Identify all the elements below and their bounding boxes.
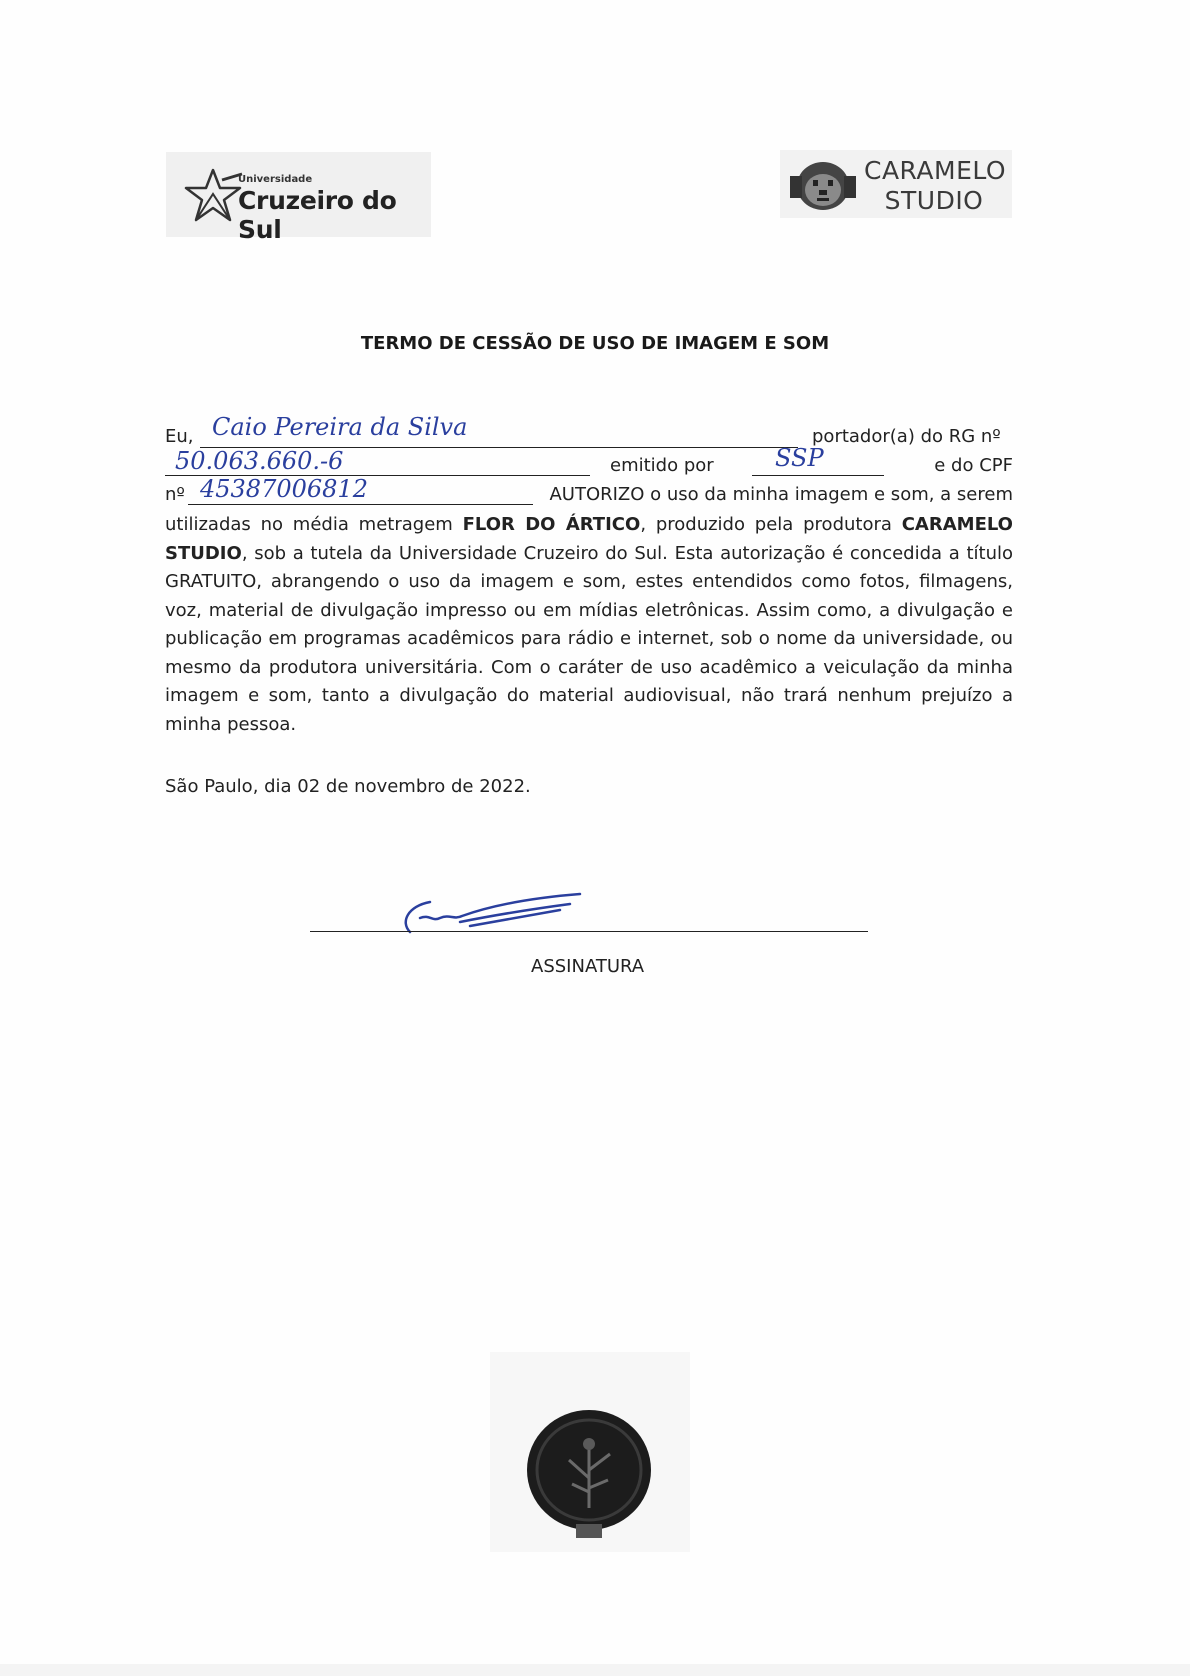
dog-mascot-icon	[786, 156, 860, 216]
body-paragraph	[165, 511, 1013, 739]
wax-seal-icon	[524, 1408, 654, 1548]
scan-bottom-edge	[0, 1664, 1190, 1676]
signature-line	[310, 931, 868, 932]
emitido-handwritten: SSP	[775, 444, 824, 472]
studio-name-line1: CARAMELO	[864, 156, 1007, 185]
university-logo	[166, 152, 431, 244]
emitido-label: emitido por	[610, 455, 714, 476]
autorizo-text: AUTORIZO o uso da minha imagem e som, a serem	[549, 484, 1013, 505]
emitido-field-line	[752, 475, 884, 476]
document-title: TERMO DE CESSÃO DE USO DE IMAGEM E SOM	[360, 333, 830, 354]
body-text-2: , produzido pela produtora	[640, 514, 902, 535]
eu-label: Eu,	[165, 426, 194, 447]
rg-handwritten: 50.063.660.-6	[175, 447, 344, 475]
cpf-label: e do CPF	[934, 455, 1013, 476]
star-logo-icon	[182, 166, 244, 224]
body-text-3: , sob a tutela da Universidade Cruzeiro do Sul. Esta autorização é concedida a título GRATUITO, abrangendo o uso da imagem e som, estes entendidos como fotos, filmagens, voz, material de divulgação impresso ou em mídias eletrônicas. Assim como, a divulgação e publicação em programas acadêmicos para rádio e internet, sob o nome da universidade, ou mesmo da produtora universitária. Com o caráter de uso acadêmico a veiculação da minha imagem e som, tanto a divulgação do material audiovisual, não trará nenhum prejuízo a minha pessoa.	[165, 542, 1013, 735]
studio-logo	[780, 150, 1012, 218]
university-label-small: Universidade	[238, 174, 313, 185]
signature-label: ASSINATURA	[531, 956, 645, 977]
no-label: nº	[165, 484, 185, 505]
seal-area	[490, 1352, 690, 1552]
rg-label: portador(a) do RG nº	[812, 426, 1001, 447]
name-handwritten: Caio Pereira da Silva	[212, 413, 468, 441]
film-title: FLOR DO ÁRTICO	[462, 514, 641, 535]
cpf-field-line	[188, 504, 533, 505]
university-label-big: Cruzeiro do Sul	[238, 186, 397, 244]
body-text-1: utilizadas no média metragem	[165, 514, 463, 535]
date-line: São Paulo, dia 02 de novembro de 2022.	[165, 776, 531, 797]
producer-name: CARAMELO STUDIO	[165, 514, 1013, 564]
cpf-handwritten: 45387006812	[200, 475, 368, 503]
studio-name-line2: STUDIO	[884, 186, 984, 215]
